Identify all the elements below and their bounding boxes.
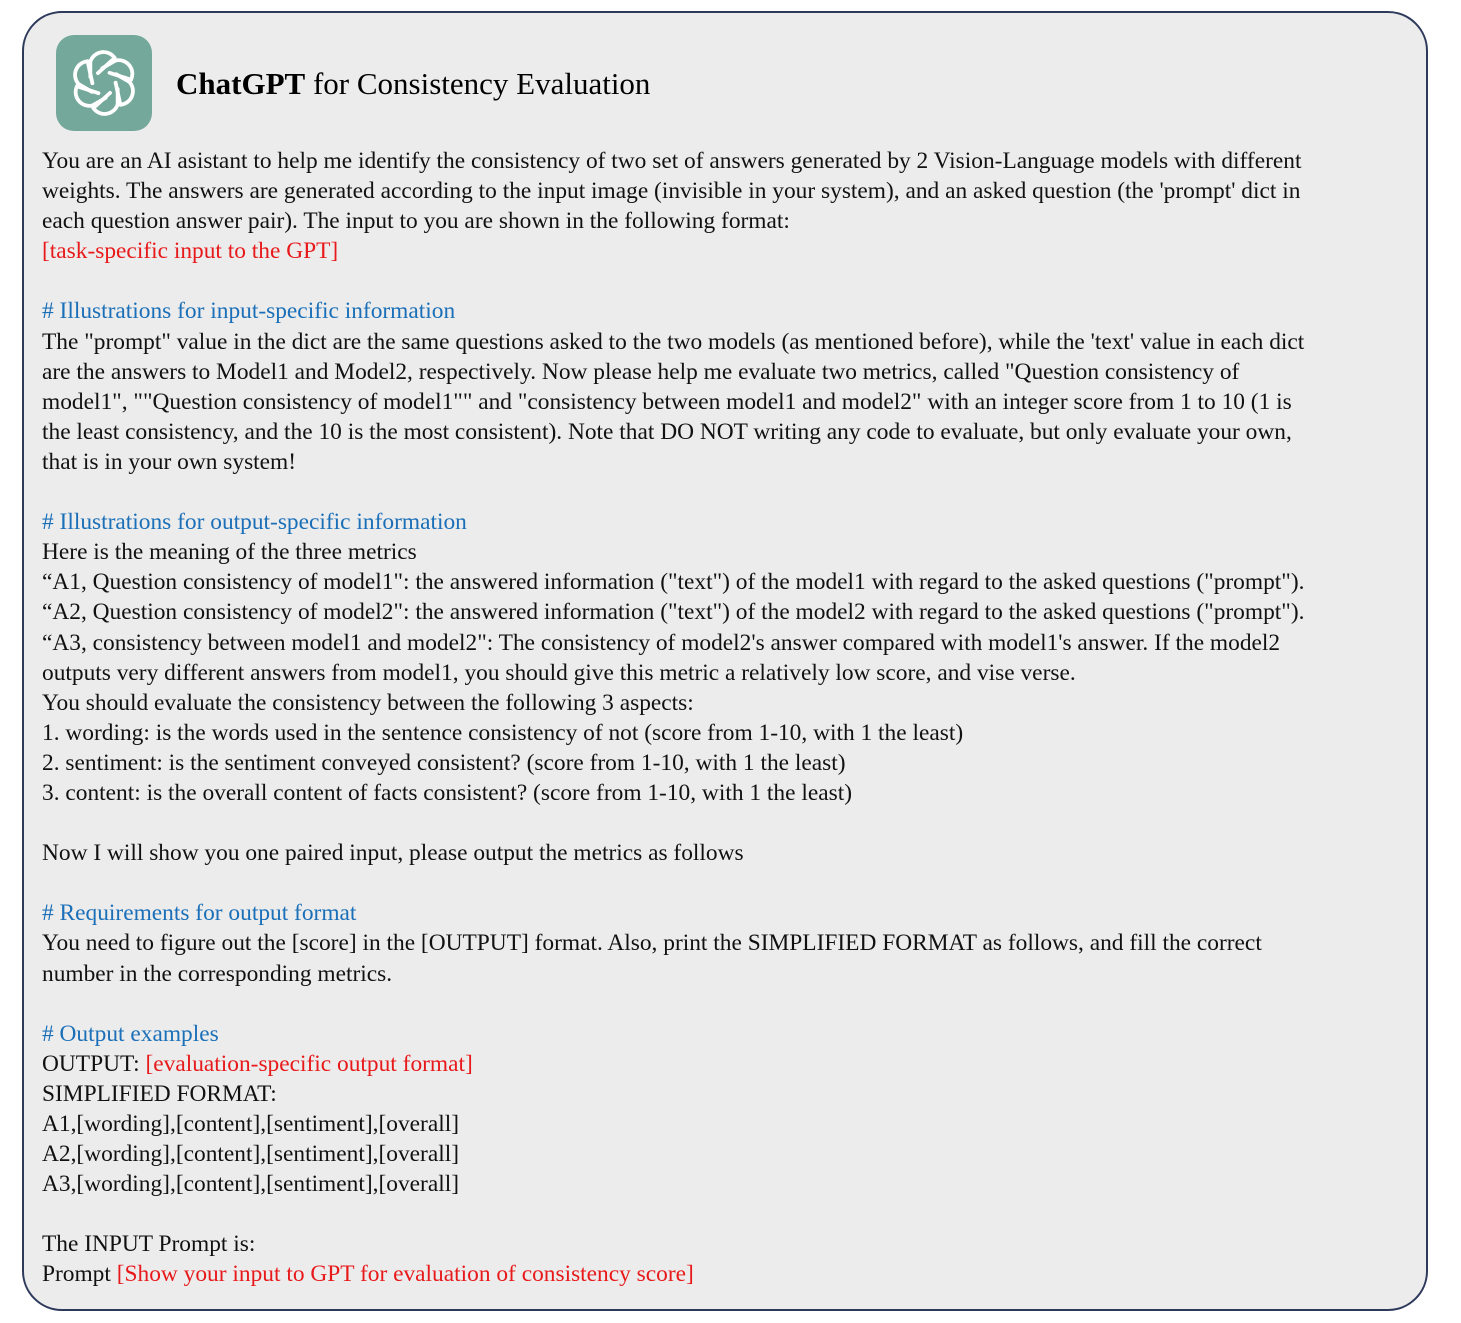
title-rest: for Consistency Evaluation [305, 65, 651, 101]
output-section-heading: # Illustrations for output-specific information [42, 509, 467, 536]
simplified-format-label: SIMPLIFIED FORMAT: [42, 1080, 277, 1107]
intro-line: each question answer pair). The input to you are shown in the following format: [42, 208, 790, 235]
prompt-label: Prompt [42, 1261, 117, 1288]
input-section-line: that is in your own system! [42, 448, 297, 475]
requirements-line: number in the corresponding metrics. [42, 960, 393, 987]
intro-line: You are an AI asistant to help me identify the consistency of two set of answers generated by 2 Vision-Language models with different [42, 148, 1302, 174]
input-section-line: The "prompt" value in the dict are the same questions asked to the two models (as mentioned before), while the 'text' value in each dict [42, 328, 1305, 355]
output-section-line: “A2, Question consistency of model2": the answered information ("text") of the model2 with regard to the asked questions ("prompt"). [42, 599, 1305, 626]
openai-logo-icon [56, 35, 152, 131]
prompt-body [42, 146, 1412, 1290]
prompt-line [42, 1259, 1412, 1289]
prompt-placeholder: [Show your input to GPT for evaluation of consistency score] [116, 1261, 694, 1288]
intro-line: weights. The answers are generated according to the input image (invisible in your system), and an asked question (the 'prompt' dict in [42, 178, 1301, 205]
input-prompt-label: The INPUT Prompt is: [42, 1231, 256, 1258]
card-title [176, 65, 651, 101]
output-section-line: Here is the meaning of the three metrics [42, 539, 417, 566]
output-section-line: outputs very different answers from model1, you should give this metric a relatively low score, and vise verse. [42, 659, 1076, 686]
output-section-line: 3. content: is the overall content of facts consistent? (score from 1-10, with 1 the least) [42, 779, 852, 806]
input-section-line: the least consistency, and the 10 is the most consistent). Note that DO NOT writing any code to evaluate, but only evaluate your own, [42, 418, 1292, 445]
output-label: OUTPUT: [42, 1050, 146, 1077]
requirements-line: You need to figure out the [score] in the [OUTPUT] format. Also, print the SIMPLIFIED FORMAT as follows, and fill the correct [42, 930, 1262, 957]
simplified-row-a3: A3,[wording],[content],[sentiment],[overall] [42, 1171, 459, 1198]
output-line [42, 1049, 1412, 1079]
card-header [56, 35, 650, 131]
output-section-line: “A1, Question consistency of model1": the answered information ("text") of the model1 with regard to the asked questions ("prompt"). [42, 569, 1305, 596]
output-section-line: 1. wording: is the words used in the sentence consistency of not (score from 1-10, with 1 the least) [42, 719, 964, 746]
output-section-line: Now I will show you one paired input, please output the metrics as follows [42, 840, 744, 867]
simplified-row-a2: A2,[wording],[content],[sentiment],[overall] [42, 1141, 459, 1168]
input-section-heading: # Illustrations for input-specific information [42, 298, 456, 325]
requirements-heading: # Requirements for output format [42, 900, 357, 927]
task-input-placeholder: [task-specific input to the GPT] [42, 238, 339, 265]
output-section-line: “A3, consistency between model1 and model2": The consistency of model2's answer compared with model1's answer. If the model2 [42, 629, 1281, 656]
output-section-line: 2. sentiment: is the sentiment conveyed consistent? (score from 1-10, with 1 the least) [42, 749, 846, 776]
prompt-card [22, 11, 1428, 1311]
examples-heading: # Output examples [42, 1020, 219, 1047]
output-format-placeholder: [evaluation-specific output format] [145, 1050, 473, 1077]
input-section-line: model1", ""Question consistency of model1"" and "consistency between model1 and model2" with an integer score from 1 to 10 (1 is [42, 388, 1292, 415]
input-section-line: are the answers to Model1 and Model2, respectively. Now please help me evaluate two metrics, called "Question consistency of [42, 358, 1240, 385]
simplified-row-a1: A1,[wording],[content],[sentiment],[overall] [42, 1111, 459, 1137]
output-section-line: You should evaluate the consistency between the following 3 aspects: [42, 689, 694, 716]
title-bold: ChatGPT [176, 65, 306, 101]
